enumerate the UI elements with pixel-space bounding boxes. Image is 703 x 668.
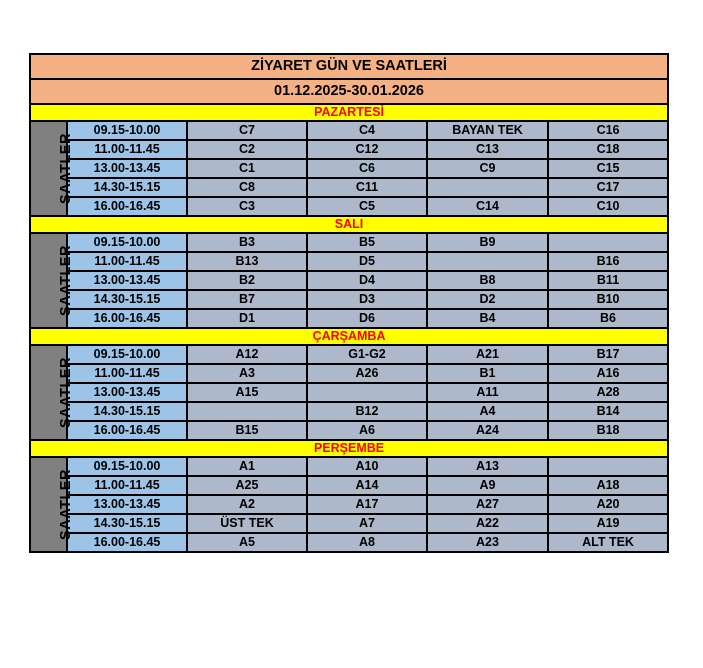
ward-cell: A24 xyxy=(427,421,548,440)
ward-cell: B8 xyxy=(427,271,548,290)
ward-cell: C1 xyxy=(187,159,307,178)
ward-cell: B3 xyxy=(187,233,307,252)
day-header-row xyxy=(30,440,668,457)
table-row xyxy=(30,121,668,140)
ward-cell xyxy=(307,383,427,402)
side-label-text: SAATLER xyxy=(57,133,74,204)
time-slot-cell: 11.00-11.45 xyxy=(67,476,187,495)
ward-cell xyxy=(187,402,307,421)
ward-cell: C8 xyxy=(187,178,307,197)
table-row xyxy=(30,476,668,495)
ward-cell: A19 xyxy=(548,514,668,533)
ward-cell: A26 xyxy=(307,364,427,383)
ward-cell: B9 xyxy=(427,233,548,252)
day-title: SALI xyxy=(30,216,668,233)
ward-cell: C10 xyxy=(548,197,668,216)
ward-cell: B16 xyxy=(548,252,668,271)
ward-cell: B13 xyxy=(187,252,307,271)
table-row xyxy=(30,495,668,514)
saatler-side-label xyxy=(30,345,74,440)
ward-cell: B2 xyxy=(187,271,307,290)
day-header-row xyxy=(30,328,668,345)
time-slot-cell: 14.30-15.15 xyxy=(67,290,187,309)
time-slot-cell: 09.15-10.00 xyxy=(67,345,187,364)
ward-cell: BAYAN TEK xyxy=(427,121,548,140)
ward-cell: ÜST TEK xyxy=(187,514,307,533)
ward-cell: B5 xyxy=(307,233,427,252)
ward-cell: C17 xyxy=(548,178,668,197)
day-header-row xyxy=(30,216,668,233)
ward-cell: B17 xyxy=(548,345,668,364)
ward-cell: D6 xyxy=(307,309,427,328)
ward-cell: B6 xyxy=(548,309,668,328)
time-slot-cell: 13.00-13.45 xyxy=(67,383,187,402)
time-slot-cell: 16.00-16.45 xyxy=(67,197,187,216)
day-title: PAZARTESİ xyxy=(30,104,668,121)
ward-cell: A16 xyxy=(548,364,668,383)
ward-cell: A14 xyxy=(307,476,427,495)
ward-cell: ALT TEK xyxy=(548,533,668,552)
ward-cell: C11 xyxy=(307,178,427,197)
ward-cell: G1-G2 xyxy=(307,345,427,364)
ward-cell: A8 xyxy=(307,533,427,552)
ward-cell: B10 xyxy=(548,290,668,309)
ward-cell xyxy=(548,233,668,252)
saatler-side-label xyxy=(30,233,74,328)
time-slot-cell: 13.00-13.45 xyxy=(67,495,187,514)
side-label-text: SAATLER xyxy=(57,469,74,540)
ward-cell: A27 xyxy=(427,495,548,514)
ward-cell: C18 xyxy=(548,140,668,159)
ward-cell: A5 xyxy=(187,533,307,552)
ward-cell: A11 xyxy=(427,383,548,402)
ward-cell: C6 xyxy=(307,159,427,178)
ward-cell: A15 xyxy=(187,383,307,402)
ward-cell: B12 xyxy=(307,402,427,421)
page-title: ZİYARET GÜN VE SAATLERİ xyxy=(30,54,668,79)
ward-cell: B18 xyxy=(548,421,668,440)
ward-cell: A6 xyxy=(307,421,427,440)
ward-cell: A23 xyxy=(427,533,548,552)
ward-cell: B1 xyxy=(427,364,548,383)
ward-cell: C3 xyxy=(187,197,307,216)
time-slot-cell: 09.15-10.00 xyxy=(67,457,187,476)
table-row xyxy=(30,140,668,159)
table-row xyxy=(30,457,668,476)
ward-cell: D4 xyxy=(307,271,427,290)
ward-cell: A21 xyxy=(427,345,548,364)
table-row xyxy=(30,364,668,383)
date-range-row xyxy=(30,79,668,104)
ward-cell: A20 xyxy=(548,495,668,514)
ward-cell: A13 xyxy=(427,457,548,476)
ward-cell: B11 xyxy=(548,271,668,290)
ward-cell: D1 xyxy=(187,309,307,328)
saatler-side-label xyxy=(30,121,74,216)
table-row xyxy=(30,252,668,271)
ward-cell: A1 xyxy=(187,457,307,476)
visit-schedule-table xyxy=(29,53,669,553)
table-row xyxy=(30,402,668,421)
table-row xyxy=(30,197,668,216)
ward-cell: C13 xyxy=(427,140,548,159)
time-slot-cell: 11.00-11.45 xyxy=(67,252,187,271)
table-row xyxy=(30,290,668,309)
time-slot-cell: 16.00-16.45 xyxy=(67,309,187,328)
ward-cell xyxy=(427,178,548,197)
ward-cell: A25 xyxy=(187,476,307,495)
ward-cell: C2 xyxy=(187,140,307,159)
ward-cell: C16 xyxy=(548,121,668,140)
time-slot-cell: 14.30-15.15 xyxy=(67,402,187,421)
ward-cell: B4 xyxy=(427,309,548,328)
day-title: PERŞEMBE xyxy=(30,440,668,457)
ward-cell: C4 xyxy=(307,121,427,140)
table-row xyxy=(30,309,668,328)
time-slot-cell: 11.00-11.45 xyxy=(67,140,187,159)
time-slot-cell: 14.30-15.15 xyxy=(67,178,187,197)
ward-cell: A22 xyxy=(427,514,548,533)
time-slot-cell: 16.00-16.45 xyxy=(67,533,187,552)
ward-cell: A9 xyxy=(427,476,548,495)
table-row xyxy=(30,271,668,290)
ward-cell: D2 xyxy=(427,290,548,309)
ward-cell: B14 xyxy=(548,402,668,421)
time-slot-cell: 13.00-13.45 xyxy=(67,271,187,290)
table-row xyxy=(30,345,668,364)
table-row xyxy=(30,514,668,533)
ward-cell: C15 xyxy=(548,159,668,178)
ward-cell: A3 xyxy=(187,364,307,383)
ward-cell: C12 xyxy=(307,140,427,159)
time-slot-cell: 11.00-11.45 xyxy=(67,364,187,383)
ward-cell: C9 xyxy=(427,159,548,178)
ward-cell: D5 xyxy=(307,252,427,271)
ward-cell xyxy=(427,252,548,271)
time-slot-cell: 09.15-10.00 xyxy=(67,233,187,252)
ward-cell: A7 xyxy=(307,514,427,533)
date-range: 01.12.2025-30.01.2026 xyxy=(30,79,668,104)
visit-schedule-sheet xyxy=(29,53,667,553)
ward-cell: A28 xyxy=(548,383,668,402)
ward-cell: C7 xyxy=(187,121,307,140)
table-row xyxy=(30,421,668,440)
day-title: ÇARŞAMBA xyxy=(30,328,668,345)
ward-cell: B7 xyxy=(187,290,307,309)
day-header-row xyxy=(30,104,668,121)
ward-cell: B15 xyxy=(187,421,307,440)
ward-cell: A12 xyxy=(187,345,307,364)
saatler-side-label xyxy=(30,457,74,552)
ward-cell: C5 xyxy=(307,197,427,216)
title-row xyxy=(30,54,668,79)
time-slot-cell: 09.15-10.00 xyxy=(67,121,187,140)
side-label-text: SAATLER xyxy=(57,357,74,428)
ward-cell: A2 xyxy=(187,495,307,514)
table-row xyxy=(30,383,668,402)
ward-cell xyxy=(548,457,668,476)
ward-cell: D3 xyxy=(307,290,427,309)
table-row xyxy=(30,533,668,552)
time-slot-cell: 14.30-15.15 xyxy=(67,514,187,533)
ward-cell: A10 xyxy=(307,457,427,476)
ward-cell: A4 xyxy=(427,402,548,421)
side-label-text: SAATLER xyxy=(57,245,74,316)
table-row xyxy=(30,233,668,252)
time-slot-cell: 16.00-16.45 xyxy=(67,421,187,440)
ward-cell: A18 xyxy=(548,476,668,495)
table-row xyxy=(30,178,668,197)
ward-cell: A17 xyxy=(307,495,427,514)
ward-cell: C14 xyxy=(427,197,548,216)
table-row xyxy=(30,159,668,178)
time-slot-cell: 13.00-13.45 xyxy=(67,159,187,178)
